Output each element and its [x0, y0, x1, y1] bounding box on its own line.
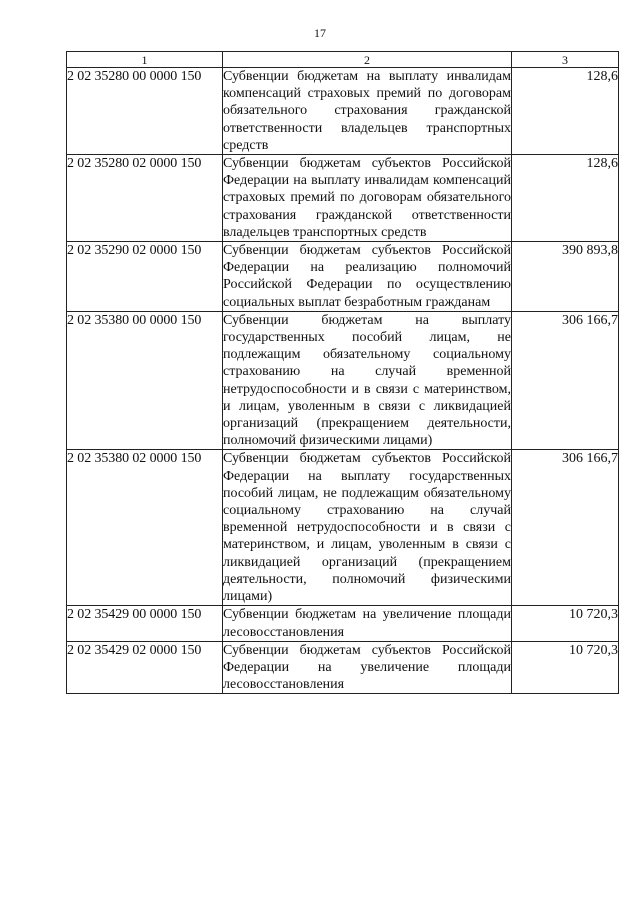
budget-item-name: Субвенции бюджетам субъектов Российской Федерации на реализацию полномочий Российской Федерации по осуществлению социальных выплат безработным гражданам	[223, 243, 511, 310]
column-header-code: 1	[67, 52, 223, 68]
table-row	[67, 242, 619, 312]
table-row	[67, 155, 619, 242]
budget-amount: 128,6	[512, 155, 619, 242]
budget-code: 2 02 35380 02 0000 150	[67, 450, 223, 606]
page-number: 17	[314, 26, 326, 40]
budget-item-name: Субвенции бюджетам субъектов Российской Федерации на увеличение площади лесовосстановления	[223, 642, 511, 693]
table-row	[67, 450, 619, 606]
budget-code: 2 02 35429 00 0000 150	[67, 606, 223, 641]
budget-amount: 306 166,7	[512, 450, 619, 606]
budget-amount: 10 720,3	[512, 606, 619, 641]
budget-item-name: Субвенции бюджетам на увеличение площади лесовосстановления	[223, 607, 511, 640]
column-header-amount: 3	[512, 52, 619, 68]
budget-amount: 390 893,8	[512, 242, 619, 312]
budget-code: 2 02 35280 02 0000 150	[67, 155, 223, 242]
budget-code: 2 02 35280 00 0000 150	[67, 68, 223, 155]
table-row	[67, 606, 619, 641]
budget-amount: 128,6	[512, 68, 619, 155]
budget-item-name: Субвенции бюджетам на выплату инвалидам компенсаций страховых премий по договорам обязательного страхования гражданской ответственности владельцев транспортных средств	[223, 69, 511, 153]
table-row	[67, 68, 619, 155]
budget-table	[66, 51, 619, 694]
budget-amount: 10 720,3	[512, 641, 619, 694]
budget-item-name: Субвенции бюджетам на выплату государственных пособий лицам, не подлежащим обязательному социальному страхованию на случай временной нетрудоспособности и в связи с материнством, и лицам, уволенным в связи с ликвидацией организаций (прекращением деятельности, полномочий физическими лицами)	[223, 312, 511, 449]
budget-amount: 306 166,7	[512, 311, 619, 450]
budget-item-name: Субвенции бюджетам субъектов Российской Федерации на выплату инвалидам компенсаций страховых премий по договорам обязательного страхования гражданской ответственности владельцев транспортных средств	[223, 156, 511, 240]
table-row	[67, 641, 619, 694]
column-header-name: 2	[223, 52, 512, 68]
table-row	[67, 311, 619, 450]
budget-item-name: Субвенции бюджетам субъектов Российской Федерации на выплату государственных пособий лицам, не подлежащим обязательному социальному страхованию на случай временной нетрудоспособности и в связи с материнством, и лицам, уволенным в связи с ликвидацией организаций (прекращением деятельности, полномочий физическими лицами)	[223, 451, 511, 605]
header-row	[67, 52, 619, 68]
budget-code: 2 02 35429 02 0000 150	[67, 641, 223, 694]
budget-code: 2 02 35380 00 0000 150	[67, 311, 223, 450]
budget-code: 2 02 35290 02 0000 150	[67, 242, 223, 312]
